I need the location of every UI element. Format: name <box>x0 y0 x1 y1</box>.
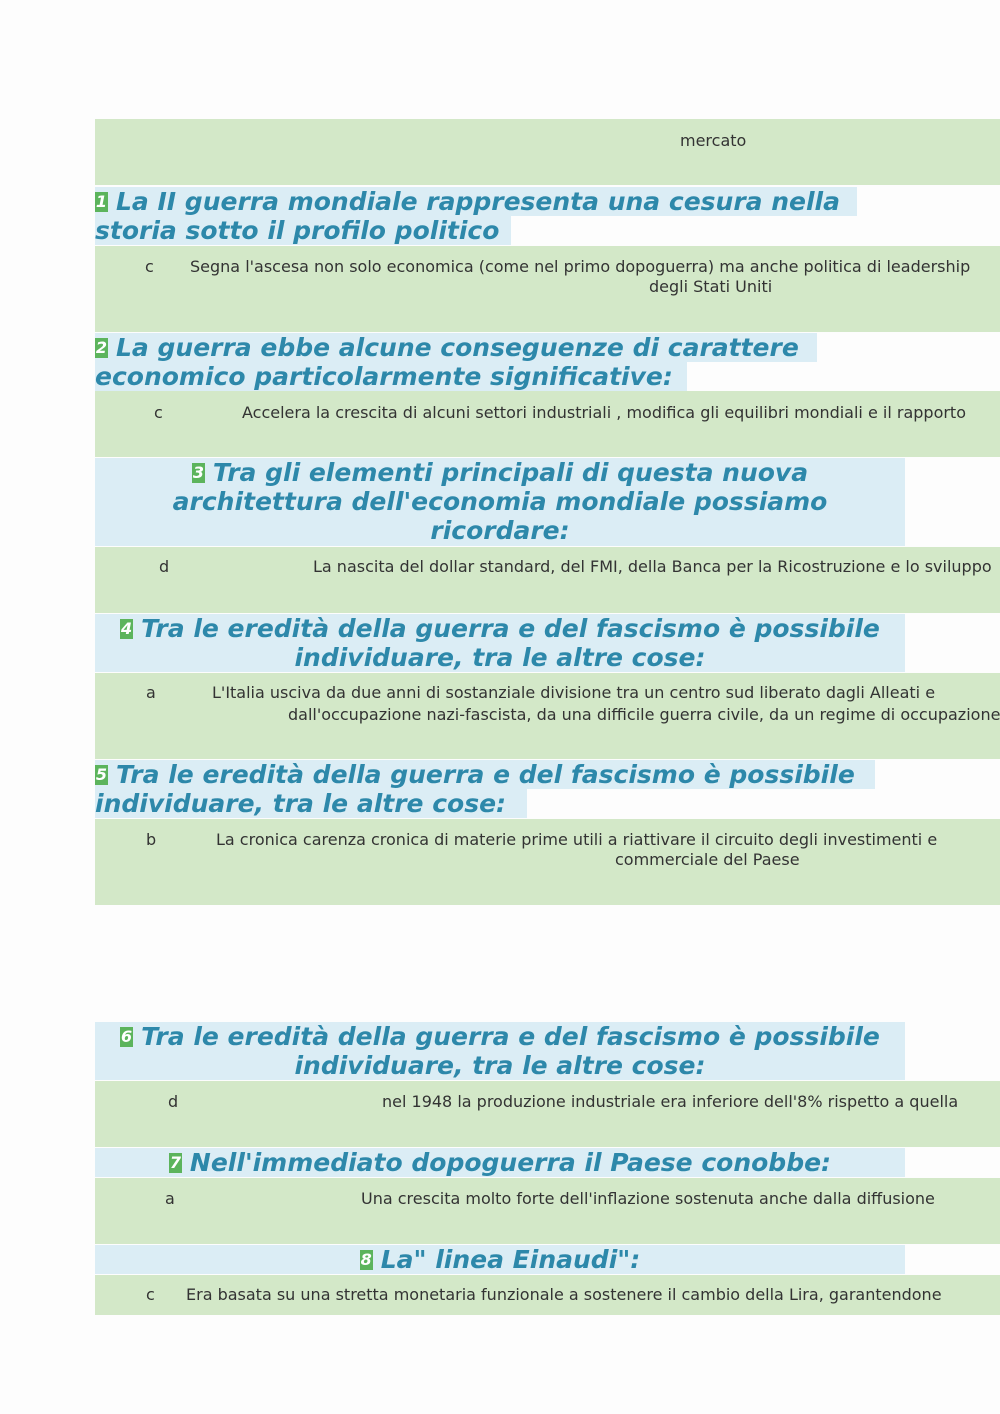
question-line: Tra le eredità della guerra e del fascismo è possibile <box>141 614 880 643</box>
question-line: ricordare: <box>430 516 570 545</box>
answer-box <box>95 1081 1000 1147</box>
question-number: 1 <box>95 192 108 211</box>
answer-text: degli Stati Uniti <box>649 277 773 296</box>
question-line: Nell'immediato dopoguerra il Paese conobbe: <box>189 1148 832 1177</box>
question-title <box>95 760 855 789</box>
question-line: La" linea Einaudi": <box>380 1245 641 1274</box>
question-line: La II guerra mondiale rappresenta una cesura nella <box>116 187 840 216</box>
answer-letter: b <box>146 830 157 849</box>
question-number: 3 <box>192 463 204 482</box>
answer-text: L'Italia usciva da due anni di sostanziale divisione tra un centro sud liberato dagli Alleati e <box>212 683 936 702</box>
answer-letter: d <box>159 557 170 576</box>
answer-letter: a <box>165 1189 175 1208</box>
question-title <box>95 216 499 245</box>
question-title <box>95 643 905 672</box>
answer-box <box>95 819 1000 905</box>
answer-text: Era basata su una stretta monetaria funzionale a sostenere il cambio della Lira, garantendone <box>186 1285 942 1304</box>
question-number: 5 <box>95 765 108 784</box>
question-title <box>95 1022 905 1051</box>
question-number: 8 <box>360 1250 372 1269</box>
answer-box <box>95 246 1000 332</box>
answer-text: nel 1948 la produzione industriale era inferiore dell'8% rispetto a quella <box>382 1092 959 1111</box>
question-line: storia sotto il profilo politico <box>95 216 500 245</box>
question-title <box>95 187 840 216</box>
answer-text: La cronica carenza cronica di materie prime utili a riattivare il circuito degli investimenti e <box>216 830 938 849</box>
answer-text: dall'occupazione nazi-fascista, da una difficile guerra civile, da un regime di occupazione <box>288 705 1000 724</box>
answer-letter: c <box>146 1285 155 1304</box>
answer-letter: c <box>145 257 154 276</box>
question-line: Tra le eredità della guerra e del fascismo è possibile <box>141 1022 880 1051</box>
question-title <box>95 487 905 516</box>
question-line: economico particolarmente significative: <box>95 362 673 391</box>
answer-text: commerciale del Paese <box>615 850 800 869</box>
question-title <box>95 516 905 545</box>
question-number: 2 <box>95 338 108 357</box>
question-title <box>95 614 905 643</box>
question-title <box>95 1245 905 1274</box>
question-title <box>95 1051 905 1080</box>
question-title <box>95 362 673 391</box>
question-number: 4 <box>121 619 133 638</box>
question-line: individuare, tra le altre cose: <box>95 789 507 818</box>
question-title <box>95 333 799 362</box>
answer-box <box>95 391 1000 457</box>
answer-text: La nascita del dollar standard, del FMI, della Banca per la Ricostruzione e lo sviluppo <box>313 557 992 576</box>
question-title <box>95 1148 905 1177</box>
question-title <box>95 789 506 818</box>
answer-letter: d <box>168 1092 179 1111</box>
answer-text: mercato <box>680 131 747 150</box>
answer-box <box>95 1275 1000 1315</box>
question-line: Tra le eredità della guerra e del fascismo è possibile <box>116 760 855 789</box>
answer-text: Una crescita molto forte dell'inflazione sostenuta anche dalla diffusione <box>361 1189 935 1208</box>
question-number: 6 <box>121 1027 133 1046</box>
answer-letter: c <box>154 403 163 422</box>
question-line: Tra gli elementi principali di questa nuova <box>212 458 809 487</box>
answer-box <box>95 547 1000 613</box>
answer-text: Accelera la crescita di alcuni settori industriali , modifica gli equilibri mondiali e il rapporto <box>242 403 966 422</box>
question-line: individuare, tra le altre cose: <box>294 643 706 672</box>
question-line: La guerra ebbe alcune conseguenze di carattere <box>116 333 799 362</box>
question-number: 7 <box>169 1153 181 1172</box>
answer-box <box>95 673 1000 759</box>
answer-box-top <box>95 119 1000 185</box>
answer-letter: a <box>146 683 156 702</box>
question-title <box>95 458 905 487</box>
answer-box <box>95 1178 1000 1244</box>
answer-text: Segna l'ascesa non solo economica (come nel primo dopoguerra) ma anche politica di leadership <box>190 257 971 276</box>
question-line: architettura dell'economia mondiale possiamo <box>172 487 828 516</box>
question-line: individuare, tra le altre cose: <box>294 1051 706 1080</box>
